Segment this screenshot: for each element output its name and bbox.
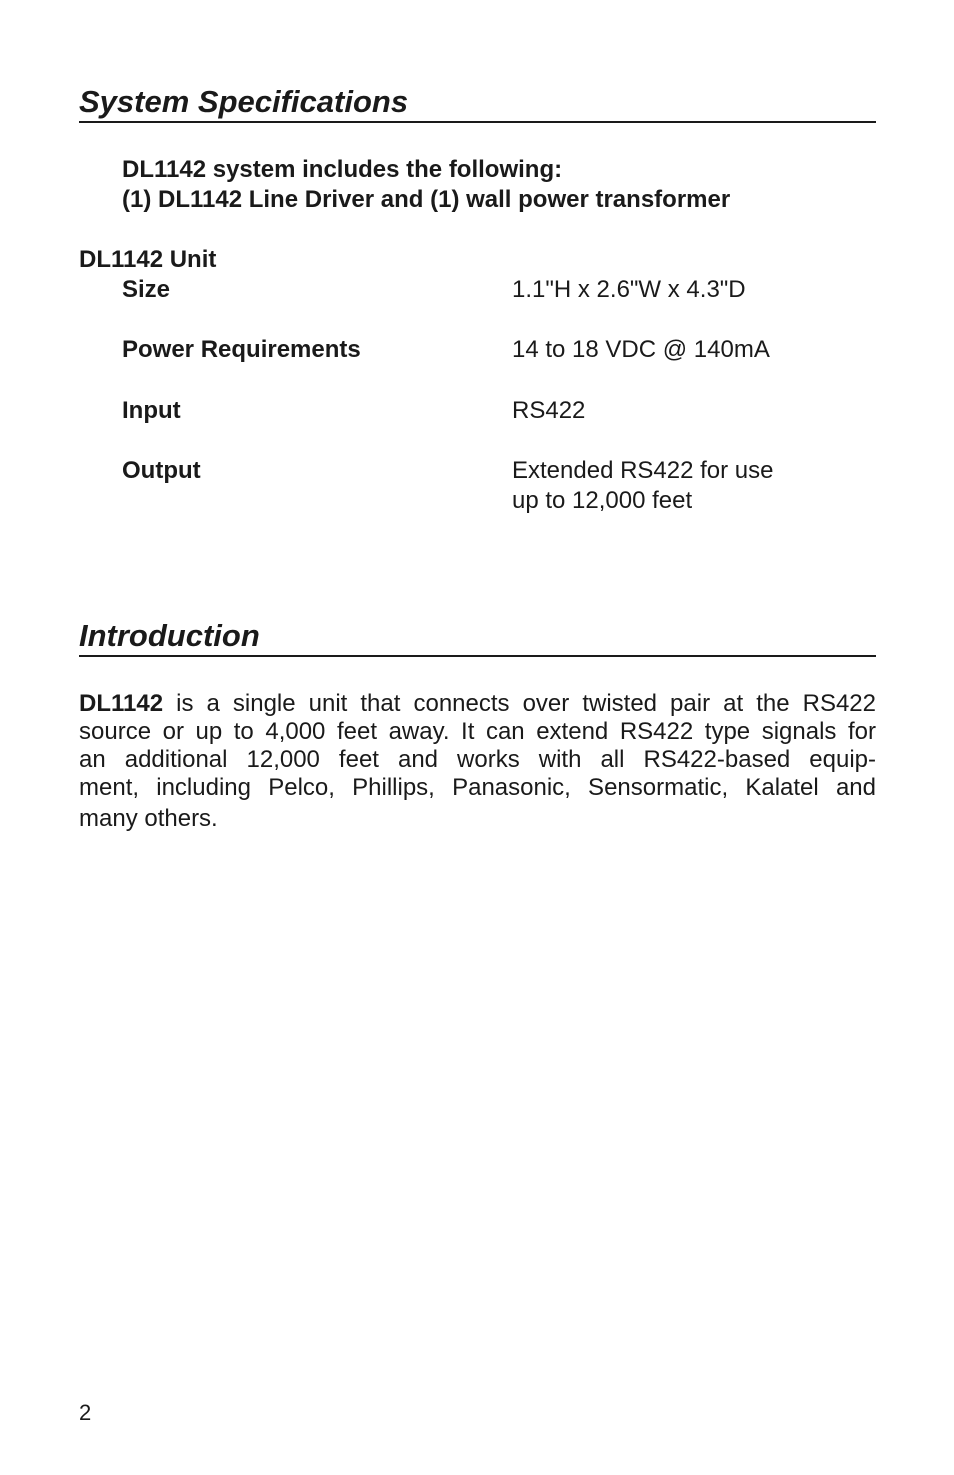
spec-label: Size xyxy=(122,276,171,303)
intro-line-1-text: is a single unit that connects over twisted pair at the RS422 xyxy=(163,690,876,717)
spec-value: 14 to 18 VDC @ 140mA xyxy=(512,336,770,363)
introduction-paragraph xyxy=(79,690,876,833)
spec-value-line-2: up to 12,000 feet xyxy=(512,487,693,514)
spec-label: Input xyxy=(122,397,181,424)
page-number: 2 xyxy=(79,1400,92,1425)
intro-line-5: many others. xyxy=(79,805,218,832)
system-includes xyxy=(122,155,730,215)
product-name: DL1142 xyxy=(79,690,164,717)
includes-line-2: (1) DL1142 Line Driver and (1) wall power transformer xyxy=(122,186,731,213)
spec-value: 1.1"H x 2.6"W x 4.3"D xyxy=(512,276,746,303)
intro-line-4: ment, including Pelco, Phillips, Panasonic, Sensormatic, Kalatel and xyxy=(79,774,876,801)
spec-value-line-1: Extended RS422 for use xyxy=(512,457,774,484)
spec-label: Output xyxy=(122,457,201,484)
intro-line-1 xyxy=(79,690,876,718)
section-title-system-specifications: System Specifications xyxy=(79,84,876,123)
spec-value xyxy=(512,456,774,516)
spec-label: Power Requirements xyxy=(122,336,361,363)
intro-line-2: source or up to 4,000 feet away. It can extend RS422 type signals for xyxy=(79,718,876,745)
intro-line-3: an additional 12,000 feet and works with all RS422-based equip- xyxy=(79,746,876,773)
unit-heading: DL1142 Unit xyxy=(79,246,217,273)
includes-line-1: DL1142 system includes the following: xyxy=(122,156,563,183)
section-title-introduction: Introduction xyxy=(79,618,876,657)
spec-value: RS422 xyxy=(512,397,586,424)
